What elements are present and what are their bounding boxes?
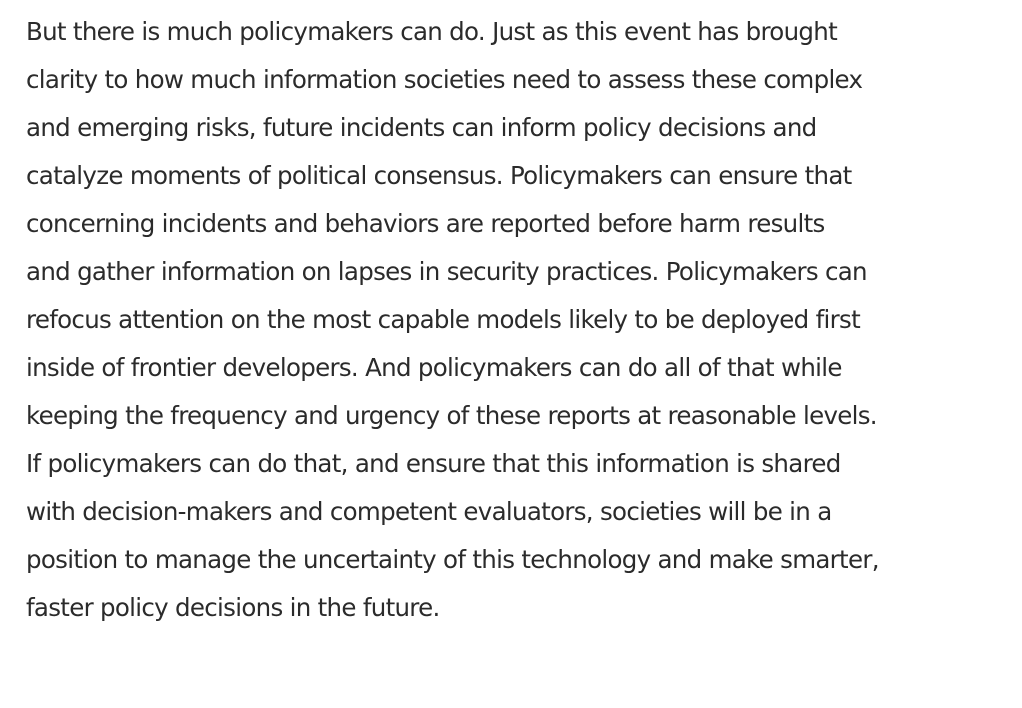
paragraph-line-2: clarity to how much information societies need to assess these complex	[26, 65, 863, 94]
paragraph-line-12: position to manage the uncertainty of this technology and make smarter,	[26, 545, 879, 574]
paragraph-line-4: catalyze moments of political consensus. Policymakers can ensure that	[26, 161, 852, 190]
paragraph-line-9: keeping the frequency and urgency of these reports at reasonable levels.	[26, 401, 877, 430]
paragraph-line-7: refocus attention on the most capable models likely to be deployed first	[26, 305, 860, 334]
body-paragraph	[26, 8, 986, 632]
article-body	[26, 8, 986, 632]
paragraph-line-13: faster policy decisions in the future.	[26, 593, 440, 622]
paragraph-line-1: But there is much policymakers can do. Just as this event has brought	[26, 17, 837, 46]
paragraph-line-8: inside of frontier developers. And policymakers can do all of that while	[26, 353, 842, 382]
paragraph-line-6: and gather information on lapses in security practices. Policymakers can	[26, 257, 867, 286]
paragraph-line-10: If policymakers can do that, and ensure that this information is shared	[26, 449, 841, 478]
paragraph-line-3: and emerging risks, future incidents can inform policy decisions and	[26, 113, 817, 142]
paragraph-line-11: with decision-makers and competent evaluators, societies will be in a	[26, 497, 832, 526]
paragraph-line-5: concerning incidents and behaviors are reported before harm results	[26, 209, 825, 238]
